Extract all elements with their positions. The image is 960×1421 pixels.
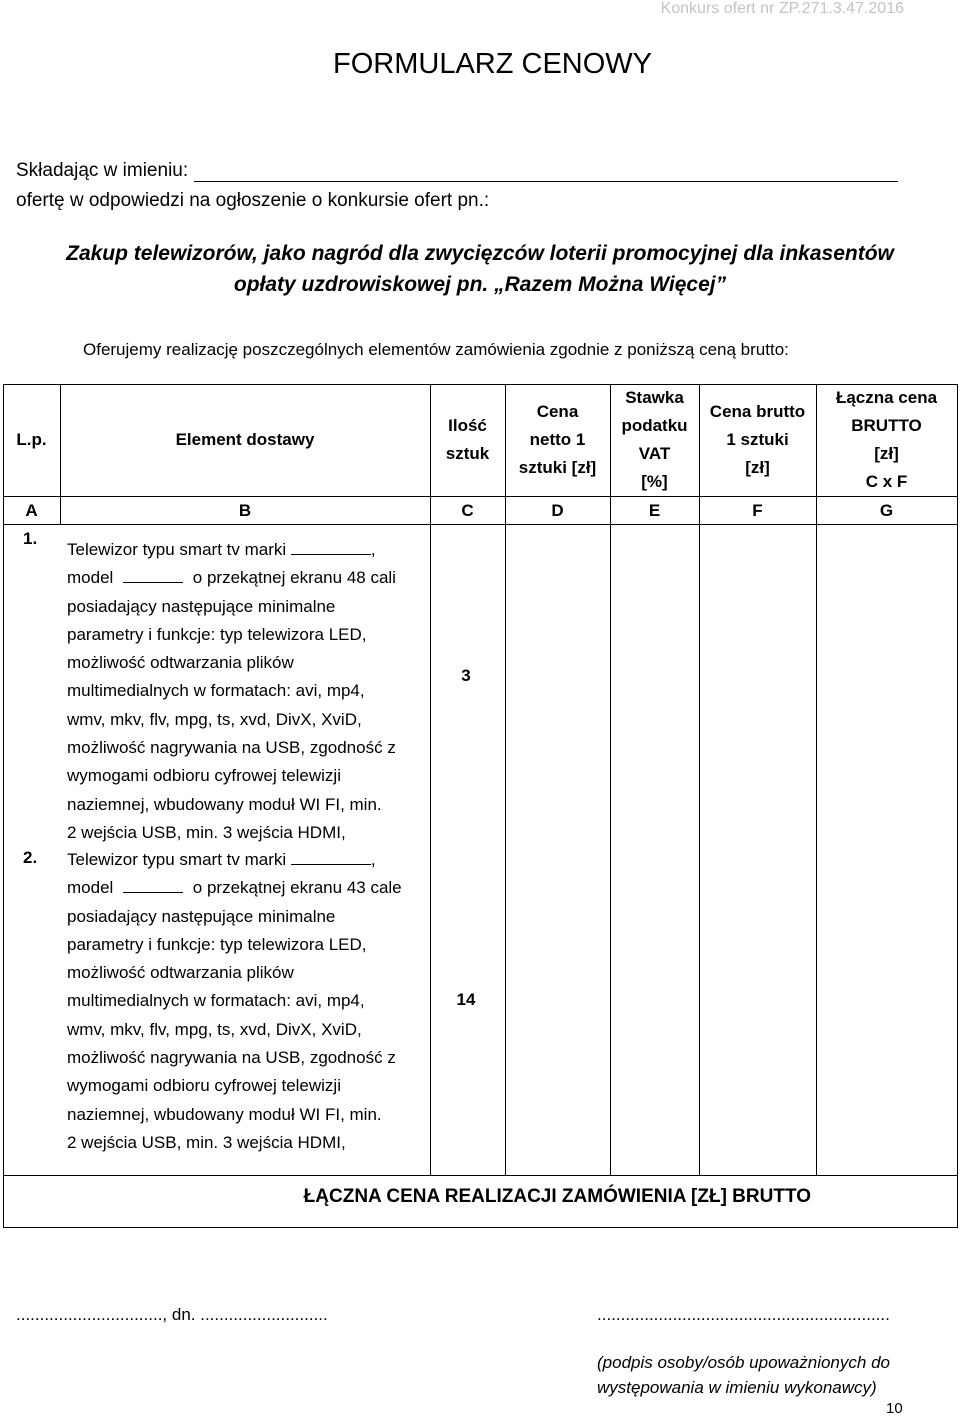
row-2-quantity: 14 (456, 990, 476, 1009)
row-1-description: Telewizor typu smart tv marki , model o przekątnej ekranu 48 cali posiadający następujące minimalne parametry i funkcje: typ telewizora LED, możliwość odtwarzania plików multimedialnych w formatach: avi, mp4, wmv, mkv, flv, mpg, ts, xvd, DivX, XviD, możliwość nagrywania na USB, zgodność z wymogami odbioru cyfrowej telewizji naziemnej, wbudowany moduł WI FI, min. 2 wejścia USB, min. 3 wejścia HDMI, (67, 536, 437, 847)
column-letter-e: E (648, 501, 661, 520)
header-vat-rate: Stawka podatku VAT [%] (621, 388, 688, 491)
row-1-model-field[interactable] (123, 565, 183, 583)
price-table (3, 384, 958, 1228)
signature-note-line-2: występowania w imieniu wykonawcy) (597, 1378, 877, 1397)
topic-line-1: Zakup telewizorów, jako nagród dla zwycięzców loterii promocyjnej dla inkasentów (66, 242, 894, 265)
page-title: FORMULARZ CENOWY (333, 48, 652, 80)
header-lp: L.p. (16, 430, 47, 449)
column-letter-d: D (551, 501, 564, 520)
offer-label: ofertę w odpowiedzi na ogłoszenie o konkursie ofert pn.: (16, 190, 490, 211)
signature-line[interactable]: .............................................................. (597, 1305, 890, 1324)
row-2-number: 2. (23, 848, 38, 867)
row-1-brand-field[interactable] (291, 537, 371, 555)
column-letter-b: B (238, 501, 252, 520)
total-label: ŁĄCZNA CENA REALIZACJI ZAMÓWIENIA [ZŁ] BRUTTO (303, 1186, 811, 1207)
intro-text: Oferujemy realizację poszczególnych elementów zamówienia zgodnie z poniższą ceną brutto: (83, 340, 789, 359)
row-1-number: 1. (23, 529, 38, 548)
column-letter-f: F (752, 501, 763, 520)
header-gross-price: Cena brutto 1 sztuki [zł] (709, 402, 806, 477)
submitter-name-field[interactable] (194, 161, 898, 182)
document-reference: Konkurs ofert nr ZP.271.3.47.2016 (660, 0, 904, 17)
header-quantity: Ilość sztuk (445, 416, 490, 463)
column-letter-a: A (25, 501, 38, 520)
row-1-quantity: 3 (461, 666, 471, 685)
topic-line-2: opłaty uzdrowiskowej pn. „Razem Można Więcej” (233, 273, 727, 296)
submitter-label: Składając w imieniu: (16, 160, 189, 181)
place-date-field[interactable]: ..............................., dn. ........................... (16, 1305, 328, 1324)
submitter-line (16, 160, 898, 182)
row-2-description: Telewizor typu smart tv marki , model o przekątnej ekranu 43 cale posiadający następujące minimalne parametry i funkcje: typ telewizora LED, możliwość odtwarzania plików multimedialnych w formatach: avi, mp4, wmv, mkv, flv, mpg, ts, xvd, DivX, XviD, możliwość nagrywania na USB, zgodność z wymogami odbioru cyfrowej telewizji naziemnej, wbudowany moduł WI FI, min. 2 wejścia USB, min. 3 wejścia HDMI, (67, 846, 437, 1157)
signature-note-line-1: (podpis osoby/osób upoważnionych do (597, 1353, 890, 1372)
header-total-gross: Łączna cena BRUTTO [zł] C x F (835, 388, 938, 491)
column-letter-c: C (461, 501, 474, 520)
header-net-price: Cena netto 1 sztuki [zł] (518, 402, 597, 477)
page-number: 10 (886, 1400, 903, 1417)
row-2-brand-field[interactable] (291, 847, 371, 865)
row-2-model-field[interactable] (123, 875, 183, 893)
column-letter-g: G (879, 501, 894, 520)
header-element: Element dostawy (175, 430, 315, 449)
